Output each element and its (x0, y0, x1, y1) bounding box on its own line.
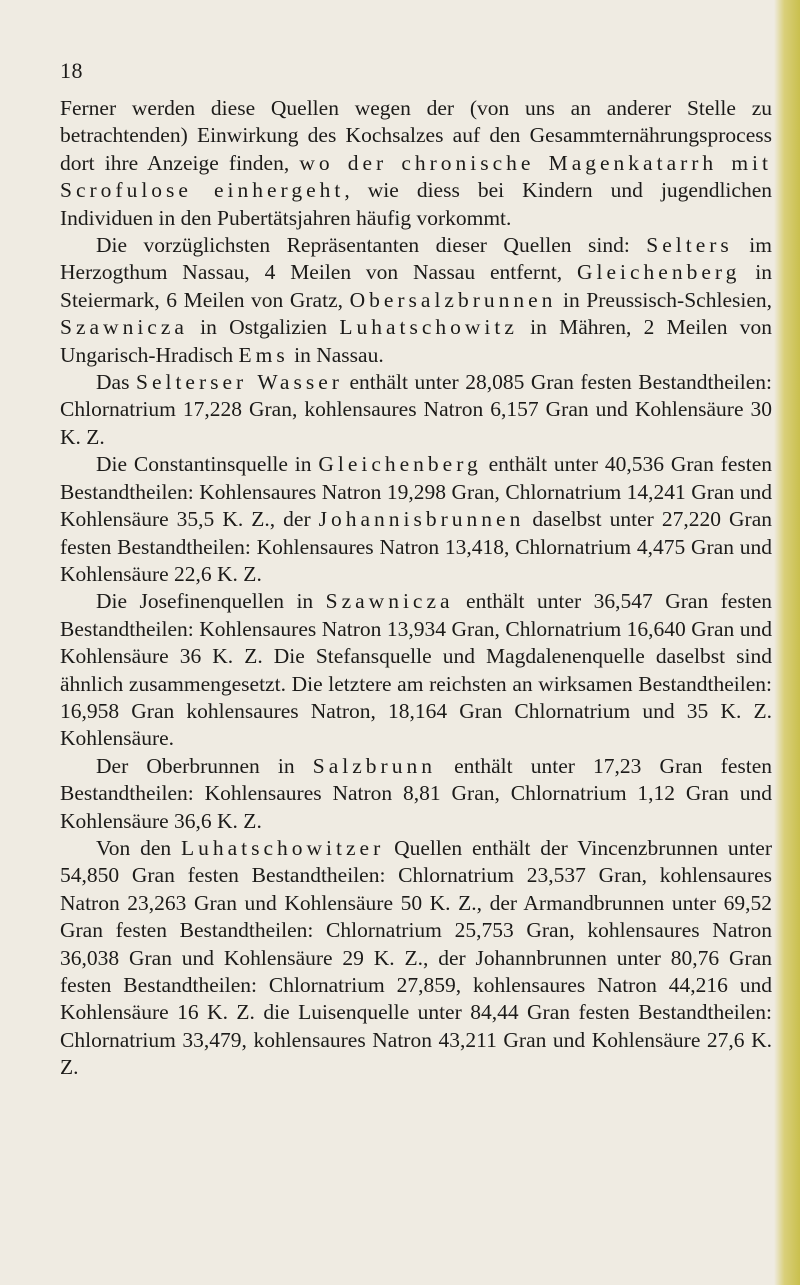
body-text (60, 95, 772, 1082)
text-run: im Herzogthum Nassau, 4 Meilen von Nassau entfernt, (60, 233, 772, 285)
text-run: in Mähren, 2 Meilen von Ungarisch-Hradisch (60, 315, 772, 367)
text-run: enthält unter 36,547 Gran festen Bestandtheilen: Kohlensaures Natron 13,934 Gran, Chlornatrium 16,640 Gran und Kohlensäure 36 K. Z. Die Stefansquelle und Magdalenenquelle daselbst sind ähnlich zusammengesetzt. Die letztere am reichsten an wirksamen Bestandtheilen: 16,958 Gran kohlensaures Natron, 18,164 Gran Chlornatrium und 35 K. Z. Kohlensäure. (60, 589, 772, 751)
paragraph (60, 95, 772, 232)
spaced-term: Szawnicza (60, 315, 188, 340)
paragraph (60, 369, 772, 451)
text-run: enthält unter 28,085 Gran festen Bestandtheilen: Chlornatrium 17,228 Gran, kohlensaures Natron 6,157 Gran und Kohlensäure 30 K. Z. (60, 370, 772, 449)
spaced-term: Ems (238, 342, 289, 367)
text-run: Die vorzüglichsten Repräsentanten dieser Quellen sind: (96, 233, 647, 258)
paragraph (60, 753, 772, 835)
text-run: in Steiermark, 6 Meilen von Gratz, (60, 260, 772, 312)
text-run: enthält unter 40,536 Gran festen Bestandtheilen: Kohlensaures Natron 19,298 Gran, Chlornatrium 14,241 Gran und Kohlensäure 35,5 K. Z., der (60, 452, 773, 532)
text-run: Quellen enthält der Vincenzbrunnen unter 54,850 Gran festen Bestandtheilen: Chlornatrium 23,537 Gran, kohlensaures Natron 23,263 Gran und Kohlensäure 50 K. Z., der Armandbrunnen unter 69,52 Gran festen Bestandtheilen: Chlornatrium 25,753 Gran, kohlensaures Natron 36,038 Gran und Kohlensäure 29 K. Z., der Johannbrunnen unter 80,76 Gran festen Bestandtheilen: Chlornatrium 27,859, kohlensaures Natron 44,216 und Kohlensäure 16 K. Z. die Luisenquelle unter 84,44 Gran festen Bestandtheilen: Chlornatrium 33,479, kohlensaures Natron 43,211 Gran und Kohlensäure 27,6 K. Z. (60, 835, 772, 1080)
spaced-term: Salzbrunn (312, 753, 436, 778)
spaced-term: wo der chronische Magenkatarrh mit Scrofulose einhergeht (60, 150, 772, 203)
spaced-term: Selterser Wasser (135, 370, 343, 395)
page-edge (774, 0, 800, 1285)
text-run: in Ostgalizien (187, 315, 340, 340)
page-number: 18 (60, 58, 83, 83)
text-run: daselbst unter 27,220 Gran festen Bestandtheilen: Kohlensaures Natron 13,418, Chlornatrium 4,475 Gran und Kohlensäure 22,6 K. Z. (60, 507, 772, 586)
text-run: Von den (96, 835, 181, 860)
text-run: Der Oberbrunnen in (96, 753, 313, 778)
spaced-term: Gleichenberg (577, 260, 741, 285)
spaced-term: Luhatschowitz (339, 315, 518, 340)
spaced-term: Gleichenberg (318, 452, 482, 477)
text-run: Die Constantinsquelle in (96, 452, 319, 477)
text-run: enthält unter 17,23 Gran festen Bestandtheilen: Kohlensaures Natron 8,81 Gran, Chlornatrium 1,12 Gran und Kohlensäure 36,6 K. Z. (60, 753, 772, 833)
paragraph (60, 232, 772, 369)
spaced-term: Johannisbrunnen (318, 507, 525, 532)
text-run: Das (96, 370, 136, 395)
spaced-term: Selters (646, 233, 733, 258)
spaced-term: Luhatschowitzer (180, 835, 385, 860)
spaced-term: Obersalzbrunnen (349, 287, 557, 312)
text-run: , wie diess bei Kindern und jugendlichen Individuen in den Pubertätsjahren häufig vorkommt. (60, 178, 772, 230)
text-run: in Nassau. (288, 342, 384, 367)
text-run: Die Josefinenquellen in (96, 589, 326, 614)
paragraph (60, 588, 772, 752)
paragraph (60, 451, 772, 588)
text-run: Ferner werden diese Quellen wegen der (von uns an anderer Stelle zu betrachtenden) Einwirkung des Kochsalzes auf den Gesammternährungsprocess dort ihre Anzeige finden, (60, 96, 772, 175)
paragraph (60, 835, 772, 1082)
text-run: in Preussisch-Schlesien, (556, 287, 772, 312)
spaced-term: Szawnicza (325, 589, 454, 614)
